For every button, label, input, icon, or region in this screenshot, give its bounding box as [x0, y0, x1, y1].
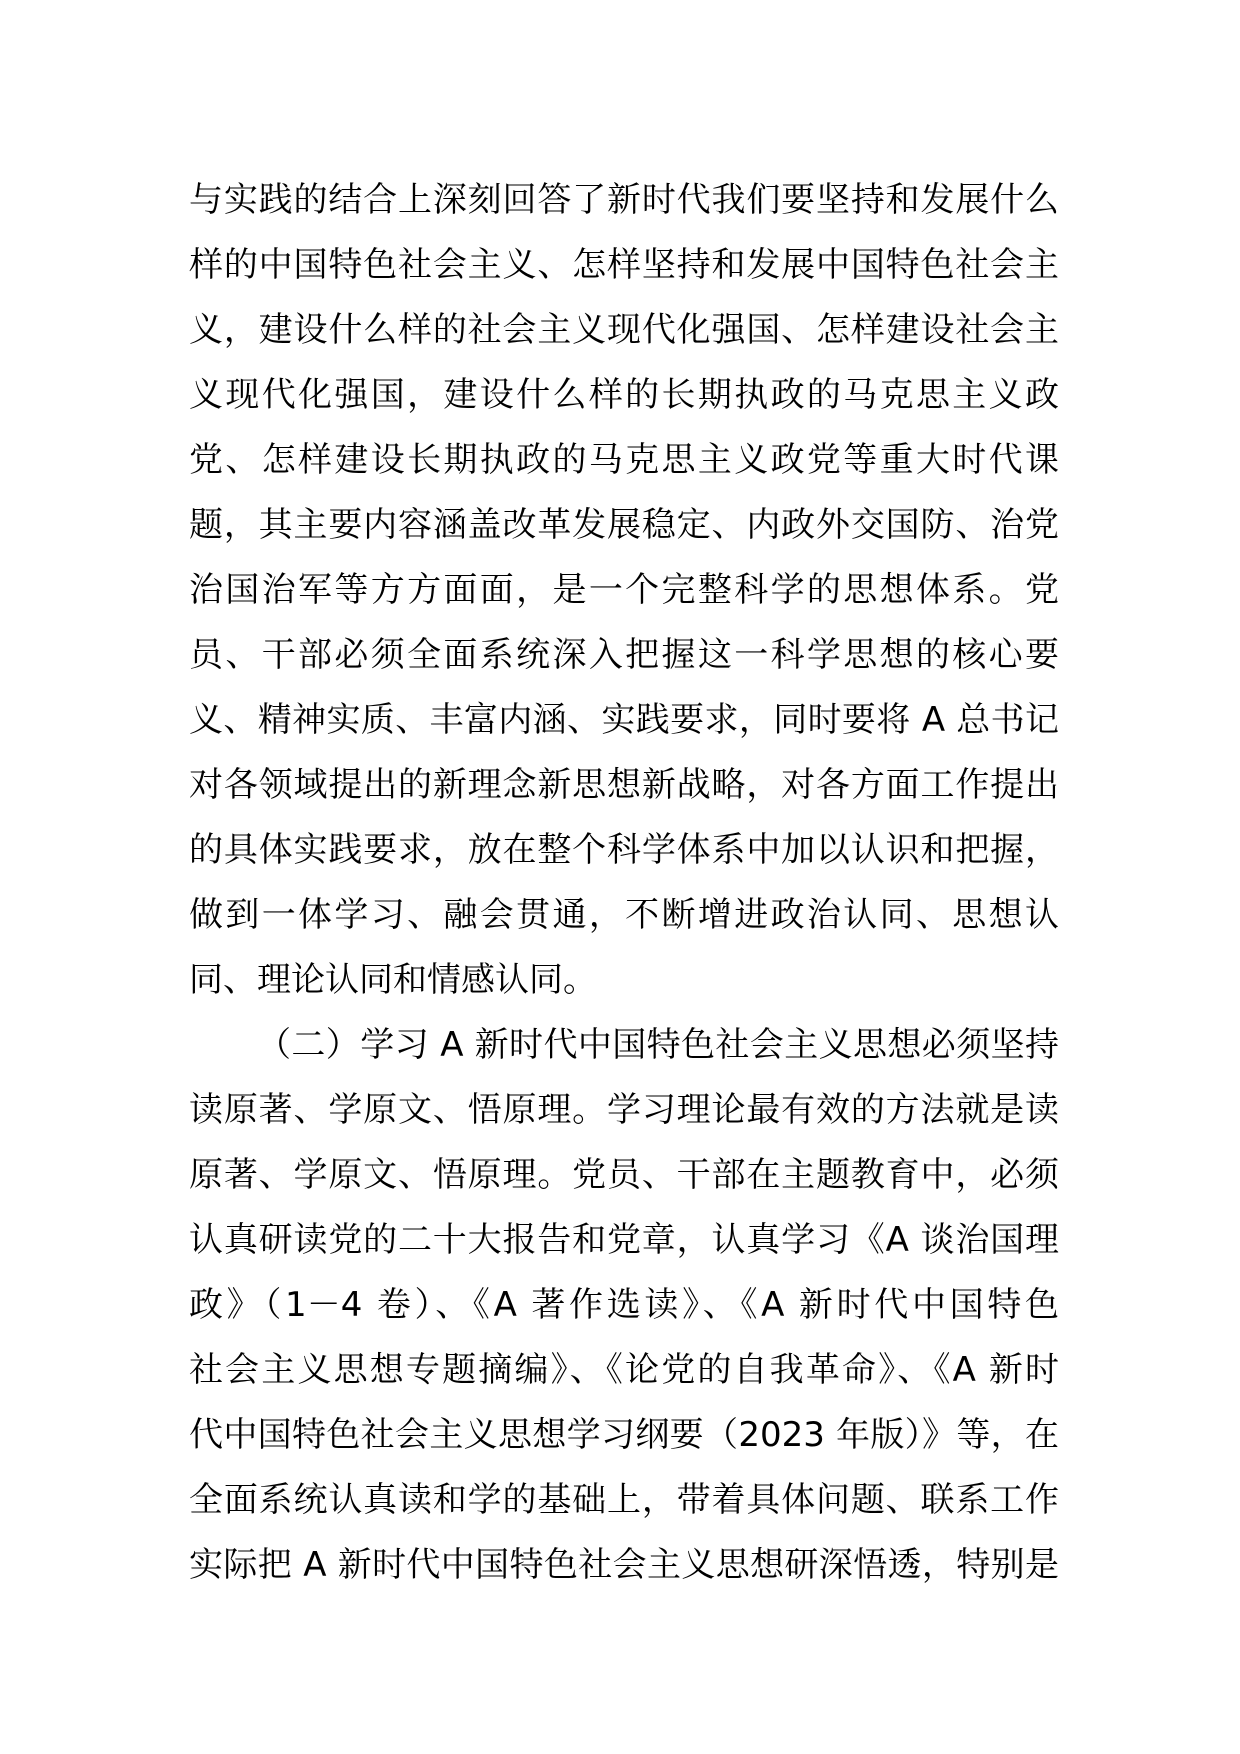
text-line: 原著、学原文、悟原理。党员、干部在主题教育中，必须 — [189, 1155, 1059, 1195]
text-line: 与实践的结合上深刻回答了新时代我们要坚持和发展什么 — [189, 180, 1059, 220]
text-line: 义现代化强国，建设什么样的长期执政的马克思主义政 — [189, 375, 1059, 415]
text-line: 实际把 A 新时代中国特色社会主义思想研深悟透，特别是 — [189, 1545, 1059, 1585]
text-line: 对各领域提出的新理念新思想新战略，对各方面工作提出 — [189, 765, 1059, 805]
text-line: 读原著、学原文、悟原理。学习理论最有效的方法就是读 — [189, 1090, 1059, 1130]
paragraph-2 — [189, 1013, 1059, 1598]
paragraph-1 — [189, 168, 1059, 1013]
text-line: 义，建设什么样的社会主义现代化强国、怎样建设社会主 — [189, 310, 1059, 350]
text-line: 员、干部必须全面系统深入把握这一科学思想的核心要 — [189, 635, 1059, 675]
text-line: 党、怎样建设长期执政的马克思主义政党等重大时代课 — [189, 440, 1059, 480]
text-line: （二）学习 A 新时代中国特色社会主义思想必须坚持 — [257, 1025, 1059, 1065]
text-line: 样的中国特色社会主义、怎样坚持和发展中国特色社会主 — [189, 245, 1059, 285]
text-line: 治国治军等方方面面，是一个完整科学的思想体系。党 — [189, 570, 1059, 610]
text-line: 义、精神实质、丰富内涵、实践要求，同时要将 A 总书记 — [189, 700, 1059, 740]
text-line: 同、理论认同和情感认同。 — [189, 960, 597, 1000]
text-line: 代中国特色社会主义思想学习纲要（2023 年版）》等，在 — [189, 1415, 1059, 1455]
text-line: 的具体实践要求，放在整个科学体系中加以认识和把握， — [189, 830, 1059, 870]
text-line: 社会主义思想专题摘编》、《论党的自我革命》、《A 新时 — [189, 1350, 1059, 1390]
text-line: 认真研读党的二十大报告和党章，认真学习《A 谈治国理 — [189, 1220, 1059, 1260]
text-line: 题，其主要内容涵盖改革发展稳定、内政外交国防、治党 — [189, 505, 1059, 545]
text-line: 全面系统认真读和学的基础上，带着具体问题、联系工作 — [189, 1480, 1059, 1520]
body-text — [189, 168, 1059, 1598]
text-line: 做到一体学习、融会贯通，不断增进政治认同、思想认 — [189, 895, 1059, 935]
text-line: 政》（1－4 卷）、《A 著作选读》、《A 新时代中国特色 — [189, 1285, 1059, 1325]
